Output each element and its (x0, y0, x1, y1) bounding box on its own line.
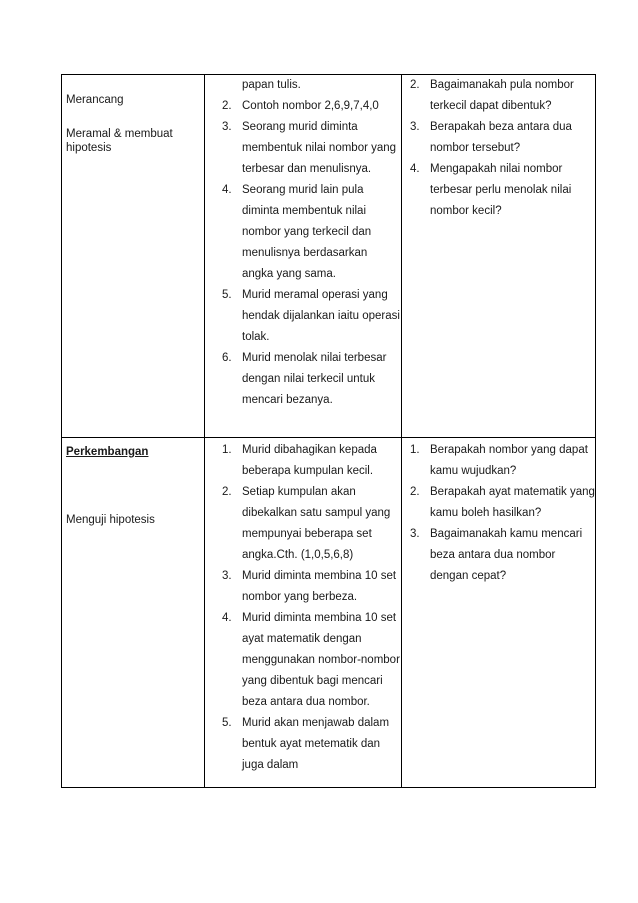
list-item-text: Murid diminta membina 10 set nombor yang berbeza. (242, 570, 397, 603)
list-item (222, 117, 401, 180)
lesson-plan-table (61, 74, 596, 788)
list-item (222, 608, 401, 713)
list-item-number: 6. (222, 352, 232, 364)
questions-cell (402, 75, 596, 438)
list-item-text: Berapakah beza antara dua nombor tersebut? (430, 121, 572, 154)
stage-label-merancang: Merancang (66, 94, 124, 106)
questions-list (402, 438, 595, 587)
list-item-number: 2. (222, 100, 232, 112)
list-item-number: 5. (222, 717, 232, 729)
list-item (222, 96, 401, 117)
list-item-text: Murid menolak nilai terbesar dengan nilai terkecil untuk mencari bezanya. (242, 352, 387, 406)
list-item (410, 524, 595, 587)
list-item-number: 5. (222, 289, 232, 301)
activities-cell (205, 438, 402, 788)
questions-cell (402, 438, 596, 788)
list-item-text: Berapakah nombor yang dapat kamu wujudkan? (430, 444, 588, 477)
activities-list (205, 96, 401, 411)
list-item-text: Bagaimanakah pula nombor terkecil dapat dibentuk? (430, 79, 574, 112)
list-item-text: Murid meramal operasi yang hendak dijalankan iaitu operasi tolak. (242, 289, 400, 343)
list-item-number: 3. (410, 121, 420, 133)
list-item-text: Mengapakah nilai nombor terbesar perlu menolak nilai nombor kecil? (430, 163, 572, 217)
list-item-text: Berapakah ayat matematik yang kamu boleh hasilkan? (430, 486, 595, 519)
stage-cell (62, 75, 205, 438)
list-item-number: 4. (222, 612, 232, 624)
list-item-text: Murid diminta membina 10 set ayat matematik dengan menggunakan nombor-nombor yang dibentuk bagi mencari beza antara dua nombor. (242, 612, 400, 708)
stage-label-menguji: Menguji hipotesis (66, 514, 155, 526)
list-item (410, 482, 595, 524)
list-item (410, 440, 595, 482)
list-item-text: Seorang murid diminta membentuk nilai nombor yang terbesar dan menulisnya. (242, 121, 397, 175)
list-item-text: Seorang murid lain pula diminta membentuk nilai nombor yang terkecil dan menulisnya berdasarkan angka yang sama. (242, 184, 372, 280)
list-item (222, 440, 401, 482)
list-item-text: Setiap kumpulan akan dibekalkan satu sampul yang mempunyai beberapa set angka.Cth. (1,0,5,6,8) (242, 486, 391, 561)
list-item (222, 285, 401, 348)
questions-list (402, 75, 595, 222)
list-item-number: 4. (222, 184, 232, 196)
list-item-number: 3. (222, 570, 232, 582)
table-row (62, 75, 596, 438)
stage-title-perkembangan: Perkembangan (66, 446, 149, 458)
list-item (222, 180, 401, 285)
activities-cell (205, 75, 402, 438)
list-item (222, 348, 401, 411)
list-item-number: 2. (222, 486, 232, 498)
stage-label-hipotesis: Meramal & membuat hipotesis (66, 128, 173, 154)
list-item-number: 1. (410, 444, 420, 456)
list-item (410, 117, 595, 159)
list-item (410, 75, 595, 117)
table-row (62, 438, 596, 788)
list-item-number: 2. (410, 79, 420, 91)
list-item (222, 713, 401, 776)
list-item-number: 3. (410, 528, 420, 540)
activities-list (205, 438, 401, 776)
list-item-number: 1. (222, 444, 232, 456)
list-item (222, 566, 401, 608)
activity-continuation: papan tulis. (242, 79, 301, 91)
list-item-number: 4. (410, 163, 420, 175)
list-item-text: Murid dibahagikan kepada beberapa kumpulan kecil. (242, 444, 377, 477)
stage-cell (62, 438, 205, 788)
list-item-text: Bagaimanakah kamu mencari beza antara dua nombor dengan cepat? (430, 528, 583, 582)
list-item-number: 2. (410, 486, 420, 498)
list-item-text: Murid akan menjawab dalam bentuk ayat metematik dan juga dalam (242, 717, 390, 771)
list-item-text: Contoh nombor 2,6,9,7,4,0 (242, 100, 379, 112)
list-item (222, 482, 401, 566)
list-item-number: 3. (222, 121, 232, 133)
list-item (410, 159, 595, 222)
